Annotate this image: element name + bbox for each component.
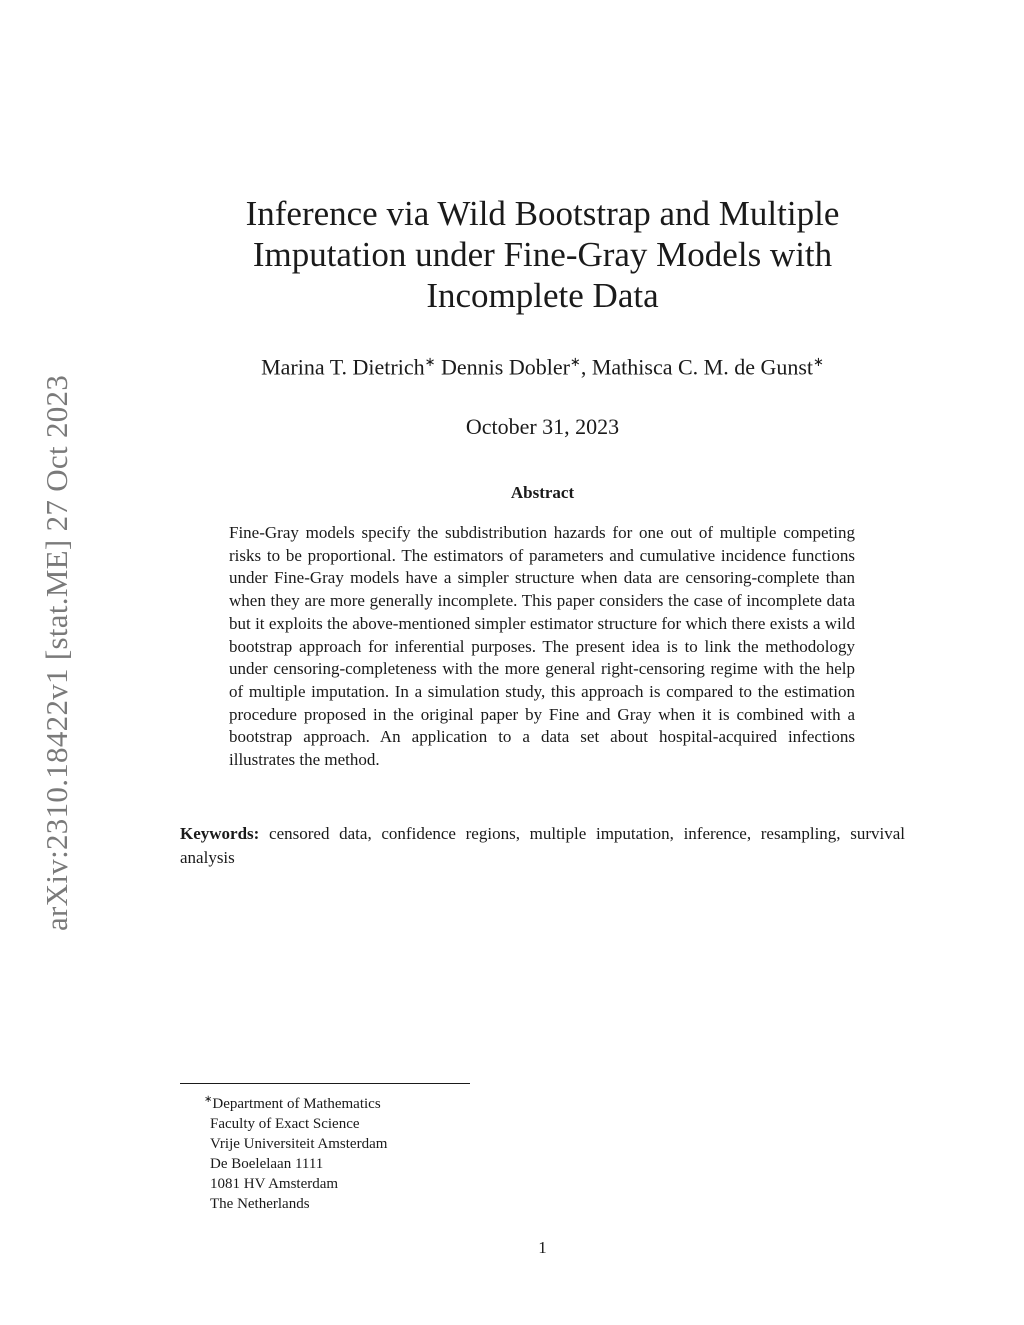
- title-line: Incomplete Data: [426, 276, 659, 315]
- abstract-body: Fine-Gray models specify the subdistribution hazards for one out of multiple competing risks to be proportional. The estimators of parameters and cumulative incidence functions under Fine-Gray models have a simpler structure when data are censoring-complete than when they are more generally incomplete. This paper considers the case of incomplete data but it exploits the above-mentioned simpler estimator structure for which there exists a wild bootstrap approach for inferential purposes. The present idea is to link the methodology under censoring-completeness with the more general right-censoring regime with the help of multiple imputation. In a simulation study, this approach is compared to the estimation procedure proposed in the original paper by Fine and Gray when it is combined with a bootstrap approach. An application to a data set about hospital-acquired infections illustrates the method.: [229, 523, 855, 770]
- footnote-line: Faculty of Exact Science: [210, 1116, 360, 1132]
- title-line: Imputation under Fine-Gray Models with: [252, 235, 833, 274]
- abstract-heading: Abstract: [510, 483, 575, 502]
- keywords-label: Keywords:: [180, 824, 260, 843]
- keywords-paragraph: [180, 822, 905, 870]
- footnote-line: 1081 HV Amsterdam: [210, 1176, 339, 1192]
- publication-date: October 31, 2023: [465, 414, 620, 439]
- keywords-text: censored data, confidence regions, multiple imputation, inference, resampling, survival analysis: [180, 824, 906, 867]
- author-affiliation-mark: ∗: [424, 354, 436, 369]
- affiliation-footnote: [204, 1090, 604, 1214]
- page-number: 1: [538, 1238, 547, 1257]
- author-list: [180, 354, 905, 380]
- author-name: Dennis Dobler: [441, 354, 570, 380]
- title-line: Inference via Wild Bootstrap and Multiple: [245, 194, 840, 233]
- footnote-line: The Netherlands: [210, 1196, 310, 1212]
- footnote-line: Vrije Universiteit Amsterdam: [210, 1136, 388, 1152]
- author-separator: ,: [580, 354, 592, 380]
- footnote-rule: [180, 1083, 470, 1084]
- footnote-line: De Boelelaan 1111: [210, 1156, 324, 1172]
- footnote-line: [204, 1090, 604, 1114]
- arxiv-identifier-stamp: arXiv:2310.18422v1 [stat.ME] 27 Oct 2023: [39, 374, 74, 931]
- author-affiliation-mark: ∗: [569, 354, 581, 369]
- author-name: Mathisca C. M. de Gunst: [591, 354, 814, 380]
- author-name: Marina T. Dietrich: [261, 354, 425, 380]
- paper-title: [180, 193, 905, 316]
- footnote-mark: ∗: [204, 1094, 213, 1105]
- footnote-line-text: Department of Mathematics: [212, 1096, 381, 1112]
- author-affiliation-mark: ∗: [813, 354, 824, 369]
